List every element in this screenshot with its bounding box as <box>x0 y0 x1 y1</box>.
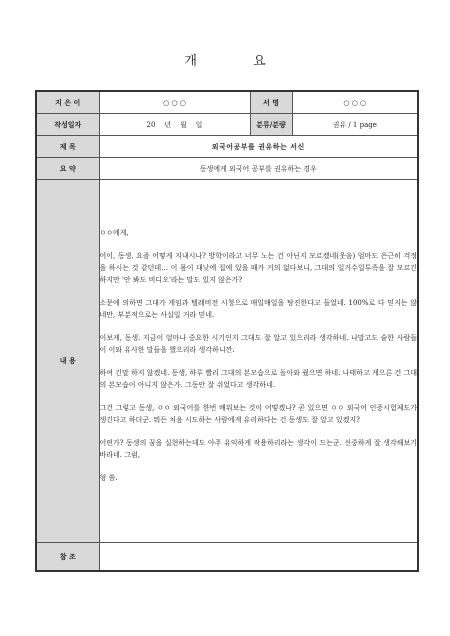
reader-label: 서 명 <box>250 91 292 114</box>
letter-paragraph: 이보게, 동생. 지금이 얼마나 중요한 시기인지 그대도 잘 알고 있으리라 생각하네. 나말고도 숱한 사람들이 이와 유사한 말들을 했으리라 생각하니깐. <box>99 334 417 354</box>
letter-paragraph: 그건 그렇고 동생, ㅇㅇ 외국어를 한번 배워보는 것이 어떻겠나? 곧 있으면 ㅇㅇ 외국어 인증시험제도가 생긴다고 하더군. 뭐든 처음 시도하는 사람에게 유리하다는 건 동생도 잘 알고 있겠지? <box>99 404 417 424</box>
subject-value: 외국어공부를 권유하는 서신 <box>99 136 418 158</box>
letter-paragraph: 소문에 의하면 그대가 게임과 텔레비전 시청으로 매일매일을 탕진한다고 들었네. 100%로 다 믿지는 않네만, 부분적으로는 사실일 거라 믿네. <box>99 299 417 319</box>
letter-paragraph: 어떤가? 동생의 꿈을 실현하는데도 아주 유익하게 작용하리라는 생각이 드는군. 신중하게 잘 생각해보기 바라네. 그럼, <box>99 439 417 459</box>
document-form-table <box>35 90 419 572</box>
reference-row <box>36 543 418 572</box>
reference-value <box>99 543 418 572</box>
content-label: 내 용 <box>36 180 99 543</box>
reader-value: ○ ○ ○ <box>292 91 418 114</box>
subject-row <box>36 136 418 158</box>
letter-paragraph: 어이, 동생, 요즘 어떻게 지내시나? 방학이라고 너무 노는 건 아닌지 모르겠네(웃음) 엄마도 은근히 걱정을 하시는 것 같던데… 이 몸이 대낮에 집에 있을 때가 거의 없다보니, 그대의 일거수일투족을 잘 모르긴 하지만 '안 봐도 비디오'라는 말도 있지 않은가? <box>99 252 417 284</box>
category-label: 분류/분량 <box>250 114 292 136</box>
page-title: 개 요 <box>184 54 292 69</box>
category-value: 권유 / 1 page <box>292 114 418 136</box>
summary-label: 요 약 <box>36 158 99 180</box>
date-row <box>36 114 418 136</box>
letter-body <box>99 180 418 543</box>
letter-paragraph: 하여 긴말 하지 않겠네. 동생, 하루 빨리 그대의 본모습으로 돌아와 줬으면 하네. 나태하고 게으른 건 그대의 본모습이 아니지 않은가. 그동안 잘 쉬었다고 생각하네. <box>99 369 417 389</box>
summary-value: 동생에게 외국어 공부를 권유하는 경우 <box>99 158 418 180</box>
author-value: ○ ○ ○ <box>99 91 250 114</box>
summary-row <box>36 158 418 180</box>
date-label: 작성일자 <box>36 114 99 136</box>
reference-label: 참 조 <box>36 543 99 572</box>
content-row <box>36 180 418 543</box>
letter-paragraph: ㅇㅇ에게, <box>99 229 129 237</box>
letter-signature: 형 씀. <box>99 474 118 482</box>
author-label: 지 은 이 <box>36 91 99 114</box>
date-value: 20 년 월 일 <box>99 114 250 136</box>
subject-label: 제 목 <box>36 136 99 158</box>
author-row <box>36 91 418 114</box>
